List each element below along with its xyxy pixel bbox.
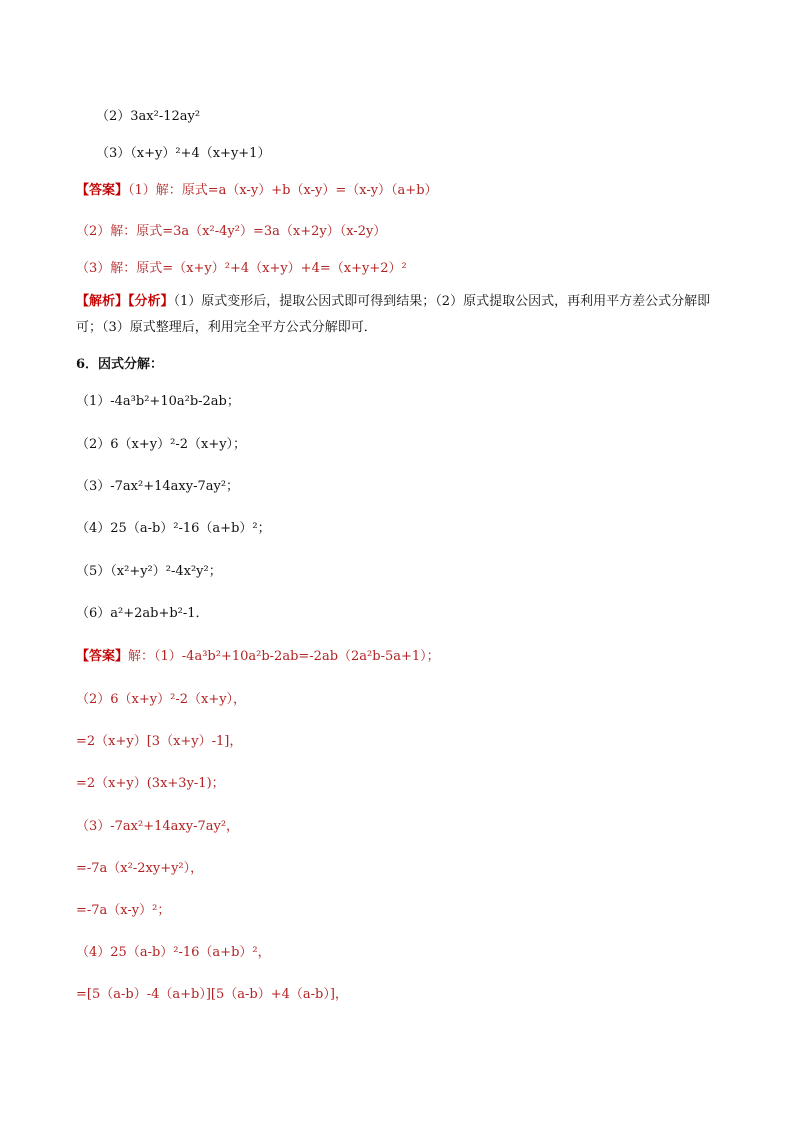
answer-line-1: [76, 182, 438, 200]
question-6-item-4: （4）25（a-b）²-16（a+b）²；: [76, 521, 271, 536]
answer-6-line-5: （3）-7ax²+14axy-7ay²，: [76, 819, 240, 834]
analysis-block: [76, 289, 726, 341]
problem-3-text: （3）（x+y）²+4（x+y+1）: [96, 146, 271, 161]
answer-6-line-4: =2（x+y）(3x+3y-1)；: [76, 776, 225, 791]
answer-6-line-9: =[5（a-b）-4（a+b）][5（a-b）+4（a-b）]，: [76, 987, 348, 1002]
answer-6-line-1: [76, 648, 440, 666]
analysis-tag: 【解析】: [76, 294, 129, 309]
answer-6-line-8: （4）25（a-b）²-16（a+b）²，: [76, 945, 271, 960]
answer-line-2: （2）解：原式=3a（x²-4y²）=3a（x+2y）（x-2y）: [76, 224, 387, 239]
answer-6-text-1: 解：（1）-4a³b²+10a²b-2ab=-2ab（2a²b-5a+1）；: [128, 649, 440, 664]
question-6-item-3: （3）-7ax²+14axy-7ay²；: [76, 479, 240, 494]
question-6-item-6: （6）a²+2ab+b²-1．: [76, 606, 209, 621]
answer-line-3: （3）解：原式=（x+y）²+4（x+y）+4=（x+y+2）²: [76, 261, 407, 276]
question-6-item-1: （1）-4a³b²+10a²b-2ab；: [76, 394, 240, 409]
answer-text-1: （1）解：原式=a（x-y）+b（x-y）=（x-y）（a+b）: [128, 183, 438, 198]
question-6-title: 6．因式分解：: [76, 357, 164, 372]
problem-2-text: （2）3ax²-12ay²: [96, 109, 201, 124]
analysis-text: （1）原式变形后，提取公因式即可得到结果；（2）原式提取公因式，再利用平方差公式分解即可；（3）原式整理后，利用完全平方公式分解即可．: [76, 294, 711, 335]
answer-tag: 【答案】: [76, 183, 129, 198]
question-6-item-5: （5）（x²+y²）²-4x²y²；: [76, 564, 222, 579]
answer-6-line-6: =-7a（x²-2xy+y²），: [76, 861, 204, 876]
answer-6-line-2: （2）6（x+y）²-2（x+y），: [76, 692, 247, 707]
answer-6-tag: 【答案】: [76, 649, 129, 664]
answer-6-line-3: =2（x+y）[3（x+y）-1]，: [76, 734, 243, 749]
analysis-subtag: 【分析】: [128, 294, 174, 309]
answer-6-line-7: =-7a（x-y）²；: [76, 903, 171, 918]
question-6-item-2: （2）6（x+y）²-2（x+y）；: [76, 437, 247, 452]
